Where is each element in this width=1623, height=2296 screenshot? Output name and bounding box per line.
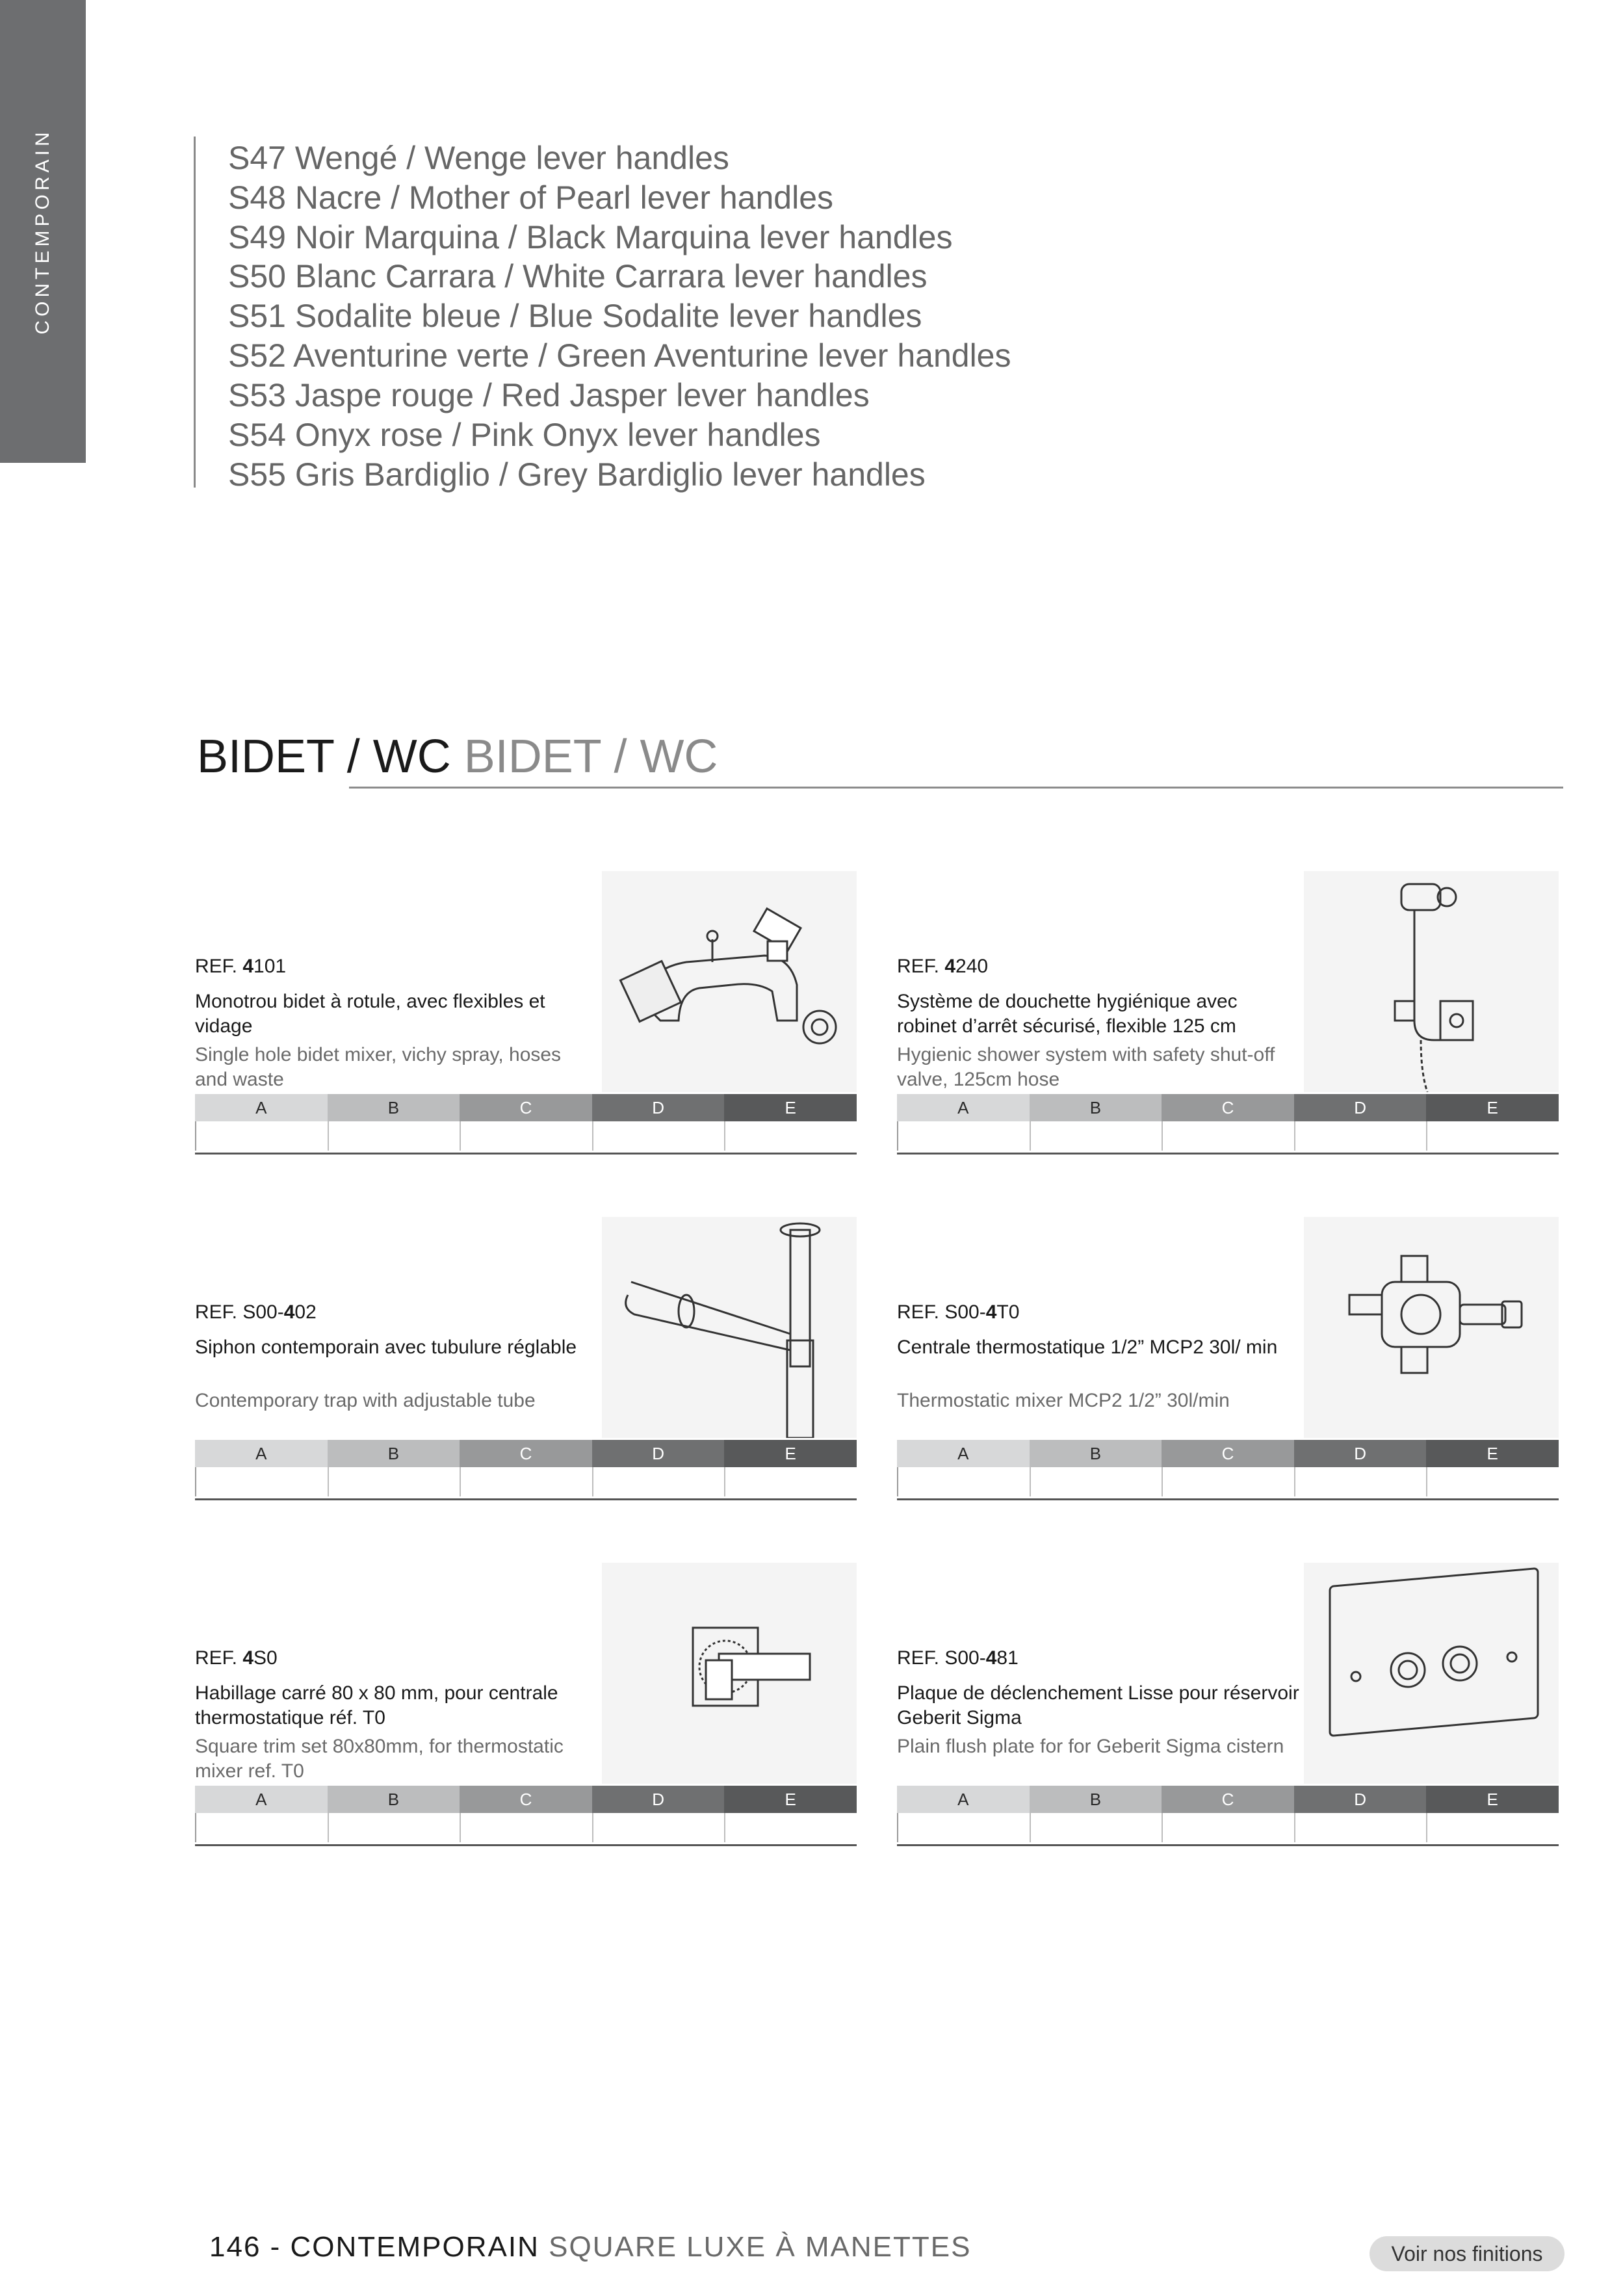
finish-table-row xyxy=(195,1121,857,1151)
finish-column-header: A xyxy=(897,1094,1030,1121)
finish-item: S48 Nacre / Mother of Pearl lever handles xyxy=(228,179,834,216)
finish-cell[interactable] xyxy=(328,1813,460,1842)
product-image xyxy=(1304,871,1559,1092)
footer-text xyxy=(209,2231,971,2263)
ref-bold: 4 xyxy=(283,1301,295,1323)
finish-item: S50 Blanc Carrara / White Carrara lever handles xyxy=(228,258,928,294)
finish-column-header: B xyxy=(328,1094,460,1121)
finish-item: S54 Onyx rose / Pink Onyx lever handles xyxy=(228,417,821,453)
finish-table-header xyxy=(897,1094,1559,1121)
product-card xyxy=(195,1563,857,1862)
product-image xyxy=(1304,1563,1559,1784)
ref-bold: 4 xyxy=(242,956,254,977)
finish-cell[interactable] xyxy=(592,1467,725,1496)
finish-cell[interactable] xyxy=(1030,1813,1162,1842)
finish-column-header: B xyxy=(1030,1094,1162,1121)
finish-column-header: B xyxy=(1030,1440,1162,1467)
finish-table-row xyxy=(897,1121,1559,1151)
finish-table-row xyxy=(897,1467,1559,1496)
product-description-fr: Habillage carré 80 x 80 mm, pour centrale thermostatique réf. T0 xyxy=(195,1682,558,1729)
finish-cell[interactable] xyxy=(897,1467,1030,1496)
finish-table xyxy=(897,1094,1559,1155)
finish-cell[interactable] xyxy=(724,1467,857,1496)
finish-cell[interactable] xyxy=(328,1121,460,1151)
product-description-en: Hygienic shower system with safety shut-off valve, 125cm hose xyxy=(897,1044,1275,1090)
finish-column-header: A xyxy=(195,1440,328,1467)
finish-column-header: B xyxy=(328,1786,460,1813)
product-ref xyxy=(195,1301,317,1324)
product-card xyxy=(897,1217,1559,1516)
finish-item: S52 Aventurine verte / Green Aventurine lever handles xyxy=(228,337,1011,374)
finish-cell[interactable] xyxy=(724,1813,857,1842)
finish-cell[interactable] xyxy=(724,1121,857,1151)
footer-range: SQUARE LUXE À MANETTES xyxy=(549,2231,972,2263)
finish-cell[interactable] xyxy=(897,1813,1030,1842)
ref-label: REF. xyxy=(897,1647,940,1669)
ref-suffix: 81 xyxy=(996,1647,1019,1669)
finish-table xyxy=(195,1786,857,1846)
product-image xyxy=(1304,1217,1559,1438)
finish-column-header: A xyxy=(195,1094,328,1121)
finish-cell[interactable] xyxy=(460,1121,592,1151)
finish-list xyxy=(194,137,1106,493)
product-description-en: Thermostatic mixer MCP2 1/2” 30l/min xyxy=(897,1390,1230,1411)
finish-item: S49 Noir Marquina / Black Marquina lever handles xyxy=(228,219,953,255)
finish-cell[interactable] xyxy=(1030,1467,1162,1496)
finish-column-header: B xyxy=(328,1440,460,1467)
finish-column-header: E xyxy=(1426,1094,1559,1121)
finish-column-header: D xyxy=(1294,1094,1427,1121)
finish-column-header: D xyxy=(1294,1440,1427,1467)
finish-table xyxy=(195,1094,857,1155)
finish-column-header: C xyxy=(460,1440,592,1467)
section-title-fr: BIDET / WC xyxy=(197,731,451,783)
finish-column-header: E xyxy=(1426,1786,1559,1813)
flush-plate-icon xyxy=(1304,1563,1559,1784)
product-card xyxy=(195,1217,857,1516)
product-description-en: Contemporary trap with adjustable tube xyxy=(195,1390,536,1411)
finish-cell[interactable] xyxy=(1162,1467,1294,1496)
finish-cell[interactable] xyxy=(1426,1467,1559,1496)
finish-column-header: C xyxy=(1162,1786,1294,1813)
finish-column-header: D xyxy=(1294,1786,1427,1813)
footer-separator: - xyxy=(261,2231,291,2263)
finish-cell[interactable] xyxy=(195,1467,328,1496)
page-number: 146 xyxy=(209,2231,261,2263)
hygienic-shower-icon xyxy=(1304,871,1559,1092)
product-description-fr: Plaque de déclenchement Lisse pour réservoir Geberit Sigma xyxy=(897,1682,1299,1729)
product-ref xyxy=(195,956,286,978)
ref-label: REF. xyxy=(195,1301,238,1323)
finish-table-row xyxy=(195,1813,857,1842)
thermostatic-mixer-icon xyxy=(1304,1217,1559,1438)
finish-column-header: C xyxy=(1162,1094,1294,1121)
finish-cell[interactable] xyxy=(1294,1813,1427,1842)
finish-cell[interactable] xyxy=(592,1813,725,1842)
finish-column-header: A xyxy=(195,1786,328,1813)
finish-column-header: A xyxy=(897,1440,1030,1467)
ref-prefix: S00- xyxy=(944,1301,986,1323)
finish-cell[interactable] xyxy=(1294,1467,1427,1496)
product-ref xyxy=(897,956,988,978)
section-title xyxy=(197,731,718,783)
finish-cell[interactable] xyxy=(1030,1121,1162,1151)
ref-suffix: 240 xyxy=(955,956,989,977)
finish-item: S47 Wengé / Wenge lever handles xyxy=(228,140,729,176)
finish-cell[interactable] xyxy=(1426,1121,1559,1151)
finish-table-row xyxy=(897,1813,1559,1842)
finish-column-header: E xyxy=(724,1440,857,1467)
sidebar-tab xyxy=(0,0,86,463)
ref-bold: 4 xyxy=(985,1647,997,1669)
product-description-fr: Monotrou bidet à rotule, avec flexibles et vidage xyxy=(195,991,545,1037)
product-ref xyxy=(195,1647,278,1669)
product-card xyxy=(897,871,1559,1170)
ref-bold: 4 xyxy=(985,1301,997,1323)
finish-table xyxy=(897,1786,1559,1846)
finish-cell[interactable] xyxy=(592,1121,725,1151)
ref-suffix: 101 xyxy=(253,956,287,977)
product-image xyxy=(602,1563,857,1784)
ref-label: REF. xyxy=(195,1647,238,1669)
finish-column-header: D xyxy=(592,1786,725,1813)
ref-suffix: S0 xyxy=(253,1647,278,1669)
product-description-fr: Siphon contemporain avec tubulure réglable xyxy=(195,1337,577,1358)
finish-column-header: E xyxy=(724,1786,857,1813)
product-description-en: Single hole bidet mixer, vichy spray, hoses and waste xyxy=(195,1044,562,1090)
product-description-fr: Système de douchette hygiénique avec robinet d’arrêt sécurisé, flexible 125 cm xyxy=(897,991,1238,1037)
siphon-trap-icon xyxy=(602,1217,857,1438)
ref-suffix: T0 xyxy=(996,1301,1020,1323)
finish-table-header xyxy=(195,1440,857,1467)
ref-prefix: S00- xyxy=(242,1301,284,1323)
finish-cell[interactable] xyxy=(1162,1121,1294,1151)
finish-cell[interactable] xyxy=(897,1121,1030,1151)
finish-item: S51 Sodalite bleue / Blue Sodalite lever handles xyxy=(228,298,922,334)
finish-table-header xyxy=(897,1786,1559,1813)
finish-cell[interactable] xyxy=(460,1813,592,1842)
see-finishes-button[interactable]: Voir nos finitions xyxy=(1370,2236,1565,2271)
finish-cell[interactable] xyxy=(195,1121,328,1151)
product-image xyxy=(602,1217,857,1438)
finish-table xyxy=(195,1440,857,1500)
finish-column-header: E xyxy=(724,1094,857,1121)
ref-prefix: S00- xyxy=(944,1647,986,1669)
finish-column-header: E xyxy=(1426,1440,1559,1467)
square-trim-icon xyxy=(602,1563,857,1784)
finish-item: S53 Jaspe rouge / Red Jasper lever handles xyxy=(228,377,870,413)
footer-collection: CONTEMPORAIN xyxy=(290,2231,539,2263)
product-description-en: Plain flush plate for for Geberit Sigma cistern xyxy=(897,1736,1284,1757)
ref-bold: 4 xyxy=(242,1647,254,1669)
product-ref xyxy=(897,1647,1019,1669)
finish-column-header: D xyxy=(592,1094,725,1121)
ref-label: REF. xyxy=(897,956,940,977)
finish-item: S55 Gris Bardiglio / Grey Bardiglio lever handles xyxy=(228,456,926,493)
finish-table-header xyxy=(897,1440,1559,1467)
product-ref xyxy=(897,1301,1019,1324)
bidet-mixer-icon xyxy=(602,871,857,1092)
finish-column-header: A xyxy=(897,1786,1030,1813)
product-image xyxy=(602,871,857,1092)
finish-table-header xyxy=(195,1786,857,1813)
product-description-en: Square trim set 80x80mm, for thermostatic mixer ref. T0 xyxy=(195,1736,564,1782)
finish-column-header: C xyxy=(460,1094,592,1121)
finish-column-header: B xyxy=(1030,1786,1162,1813)
ref-label: REF. xyxy=(897,1301,940,1323)
ref-label: REF. xyxy=(195,956,238,977)
finish-column-header: C xyxy=(1162,1440,1294,1467)
finish-column-header: D xyxy=(592,1440,725,1467)
product-description-fr: Centrale thermostatique 1/2” MCP2 30l/ min xyxy=(897,1337,1278,1358)
finish-column-header: C xyxy=(460,1786,592,1813)
finish-cell[interactable] xyxy=(328,1467,460,1496)
section-rule xyxy=(349,787,1563,789)
finish-cell[interactable] xyxy=(1426,1813,1559,1842)
product-card xyxy=(195,871,857,1170)
section-title-en: BIDET / WC xyxy=(463,731,718,783)
ref-bold: 4 xyxy=(944,956,956,977)
finish-table-header xyxy=(195,1094,857,1121)
finish-cell[interactable] xyxy=(1162,1813,1294,1842)
sidebar-label: CONTEMPORAIN xyxy=(32,128,53,335)
finish-cell[interactable] xyxy=(460,1467,592,1496)
ref-suffix: 02 xyxy=(294,1301,317,1323)
finish-table xyxy=(897,1440,1559,1500)
product-card xyxy=(897,1563,1559,1862)
finish-cell[interactable] xyxy=(1294,1121,1427,1151)
finish-table-row xyxy=(195,1467,857,1496)
finish-cell[interactable] xyxy=(195,1813,328,1842)
